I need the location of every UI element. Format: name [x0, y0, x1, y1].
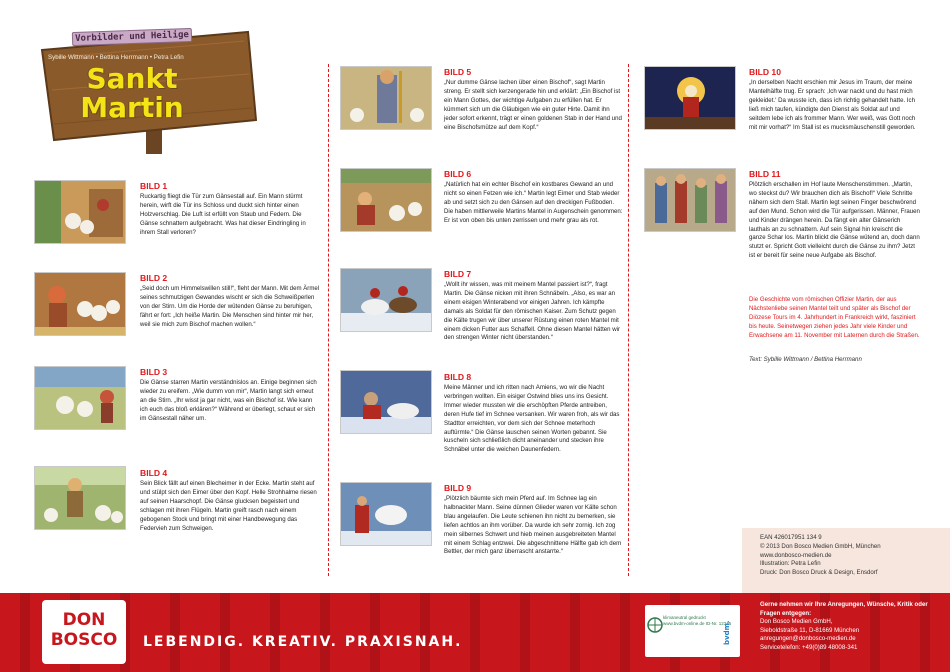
story-entry-9 [444, 483, 624, 557]
scene-image-8 [340, 370, 432, 434]
imprint-line: www.donbosco-medien.de [760, 551, 832, 559]
entry-text: „Seid doch um Himmelswillen still!“, fleht der Mann. Mit dem Ärmel seines schmutzigen Gewandes wischt er sich die Schweißperlen von der Stirn. Um die Horde der wütenden Gänse zu beruhigen, fährt er fort: „Ich heiße Martin. Die Menschen sind hinter mir her, weil sie mich zum Bischof machen wollen.“ [140, 285, 320, 328]
story-entry-11 [749, 169, 921, 261]
contact-line: Don Bosco Medien GmbH, [760, 618, 833, 626]
imprint-line: © 2013 Don Bosco Medien GmbH, München [760, 542, 881, 550]
scene-image-3 [34, 366, 126, 430]
scene-image-11 [644, 168, 736, 232]
series-tag: Vorbilder und Heilige [72, 28, 192, 46]
story-entry-4 [140, 468, 320, 533]
entry-text: „Nur dumme Gänse lachen über einen Bischof“, sagt Martin streng. Er stellt sich kerzengerade hin und erklärt: „Ein Bischof ist ein Mann Gottes, der wichtige Aufgaben zu erfüllen hat. Er kümmert sich um die Gläubigen wie ein guter Hirte. Damit ihn jeder sofort erkennt, trägt er einen goldenen Stab in der Hand und eine Bischofsmütze auf dem Kopf.“ [444, 79, 622, 131]
globe-icon [647, 617, 663, 633]
entry-text: „Plötzlich bäumte sich mein Pferd auf. Im Schnee lag ein halbnackter Mann. Seine dünnen Glieder waren vor Kälte schon blau angelaufen. Die Leute schienen ihn nicht zu bemerken, sie liefen achtlos an ihm vorüber. Da wurde ich sehr zornig. Ich zog mein silbernes Schwert und hieb meinen ausgebreiteten Mantel mit einem Schlag entzwei. Die abgeschnittene Hälfte gab ich dem Bettler, der mich ganz überrascht anstarrte.“ [444, 495, 622, 556]
entry-heading: BILD 3 [140, 367, 168, 377]
entry-text: Die Gänse starren Martin verständnislos an. Einige beginnen sich wieder zu ereifern. „Wie dumm von mir“, Martin langt sich erneut an die Stirn. „Ihr wisst ja gar nicht, was ein Bischof ist. Wie kann ich euch das bloß erklären?“ Während er überlegt, schaut er sich im Gänsestall näher um. [140, 379, 317, 422]
entry-heading: BILD 8 [444, 372, 472, 382]
slogan: LEBENDIG. KREATIV. PRAXISNAH. [143, 634, 463, 650]
imprint-box [742, 528, 950, 594]
title-line-2: Martin [80, 91, 184, 124]
scene-image-7 [340, 268, 432, 332]
authors: Sybille Wittmann • Bettina Herrmann • Petra Lefin [48, 54, 184, 61]
entry-heading: BILD 2 [140, 273, 168, 283]
scene-image-10 [644, 66, 736, 130]
entry-text: Sein Blick fällt auf einen Blecheimer in der Ecke. Martin steht auf und stülpt sich den Eimer über den Kopf. Helle Strohhalme riesen auf seinen Haarschopf. Die Gänse glucksen begeistert und schlagen mit ihren Flügeln. Martin greift rasch nach einem gebogenen Stock und bringt mit einer Handbewegung das Federvieh zum Schweigen. [140, 480, 317, 532]
closing-note: Die Geschichte vom römischen Offizier Martin, der aus Nächstenliebe seinen Mantel teilt und später als Bischof der Diözese Tours im 4. Jahrhundert in Frankreich wirkt, fasziniert bis heute. Seinetwegen ziehen jedes Jahr viele Kinder und Erwachsene am 11. November mit Laternen durch die Straßen. [749, 296, 920, 339]
text-credit: Text: Sybille Wittmann / Bettina Herrmann [749, 356, 862, 363]
don-bosco-logo [42, 600, 126, 664]
story-entry-5 [444, 67, 624, 132]
entry-text: „In derselben Nacht erschien mir Jesus im Traum, der meine Mantelhälfte trug. Er sprach: ‚Ich war nackt und du hast mich gekleidet.‘ Da wusste ich, dass ich richtig gehandelt hatte. Ich ließ mich taufen, kündigte den Dienst als Soldat auf und seitdem lebe ich als frommer Mann. Wer weiß, was Gott noch mit mir vorhat?“ Im Stall ist es mucksmäuschenstill geworden. [749, 79, 916, 131]
eco-certificate [645, 605, 740, 657]
entry-heading: BILD 11 [749, 169, 781, 179]
story-entry-10 [749, 67, 921, 132]
entry-text: „Wollt ihr wissen, was mit meinem Mantel passiert ist?“, fragt Martin. Die Gänse nicken mit ihren Schnäbeln. „Also, es war an einem eisigen Winterabend vor einigen Jahren. Ich kämpfte damals als Soldat für den römischen Kaiser. Zum Schutz gegen die Kälte trugen wir über unserer Rüstung einen roten Mantel mit einem dicken Futter aus Schaffell. Ohne diesen Mantel hätten wir den strengen Winter nicht überstanden.“ [444, 281, 621, 342]
contact-phone[interactable]: Servicetelefon: +49(0)89 48008-341 [760, 643, 858, 651]
entry-heading: BILD 4 [140, 468, 168, 478]
story-entry-1 [140, 181, 320, 238]
entry-heading: BILD 5 [444, 67, 472, 77]
bvdm-mark: bvdm. [723, 620, 731, 645]
eco-label [663, 615, 731, 627]
logo-line-1: DON [62, 610, 106, 630]
entry-text: Plötzlich erschallen im Hof laute Menschenstimmen. „Martin, wo steckst du? Wir brauchen dich als Bischof!“ Viele Schritte nähern sich dem Stall. Martin legt seinen Finger beschwörend auf den Mund. Schon wird die Tür aufgerissen. Männer, Frauen und Kinder drängen herein. Da fängt ein alter Gänserich lauthals an zu schnattern. Auf sein Signal hin kreischt die ganze Schar los. Martin blickt die Gänse wütend an, doch dann stutzt er. Spricht Gott vielleicht durch die Gänse zu ihm? Jetzt ist er bereit für seine neue Aufgabe als Bischof. [749, 181, 920, 260]
scene-image-2 [34, 272, 126, 336]
entry-heading: BILD 9 [444, 483, 472, 493]
story-entry-7 [444, 269, 624, 343]
imprint-line: Druck: Don Bosco Druck & Design, Ensdorf [760, 569, 878, 577]
entry-heading: BILD 10 [749, 67, 781, 77]
entry-text: „Natürlich hat ein echter Bischof ein kostbares Gewand an und nicht so einen Fetzen wie ich.“ Martin legt Eimer und Stab wieder ab und setzt sich zu den Gänsen auf den dreckigen Fußboden. Die haben mittlerweile Martins Mantel in Augenschein genommen: Er ist von oben bis unten zerrissen und mehr grau als rot. [444, 181, 623, 224]
imprint-line: Illustration: Petra Lefin [760, 560, 821, 568]
contact-info [760, 601, 940, 653]
story-entry-8 [444, 372, 624, 455]
entry-heading: BILD 1 [140, 181, 168, 191]
scene-image-5 [340, 66, 432, 130]
column-divider [628, 64, 629, 576]
scene-image-4 [34, 466, 126, 530]
logo-line-2: BOSCO [50, 630, 118, 650]
entry-text: Ruckartig fliegt die Tür zum Gänsestall auf. Ein Mann stürmt herein, wirft die Tür ins Schloss und duckt sich hinter einen Holzverschlag. Die Luft ist erfüllt von Staub und Federn. Die Gänse schnattern aufgebracht. Was hat dieser Eindringling in ihrem Stall verloren? [140, 193, 306, 236]
contact-email[interactable]: anregungen@donbosco-medien.de [760, 635, 856, 643]
imprint-line: EAN 426017951 134 9 [760, 534, 822, 541]
entry-text: Meine Männer und ich ritten nach Amiens, wo wir die Nacht verbringen wollten. Ein eisiger Ostwind blies uns ins Gesicht. Immer wieder mussten wir die erschöpften Pferde antreiben, deren Hufe tief im Schnee versanken. Wir waren froh, als wir das Stadttor erreichten, vor dem sich der Schnee meterhoch auftürmte.“ Die Gänse lauschen seinen Worten gebannt. Sie kuscheln sich schließlich dicht aneinander und stecken ihre Schnäbel unter die weichen Daunenfedern. [444, 384, 620, 454]
story-entry-6 [444, 169, 624, 226]
entry-heading: BILD 7 [444, 269, 472, 279]
scene-image-1 [34, 180, 126, 244]
story-entry-3 [140, 367, 320, 424]
contact-line[interactable]: Sieboldstraße 11, D-81669 München [760, 626, 860, 634]
page-title [52, 64, 212, 122]
eco-label-text: klimaneutral gedruckt [663, 615, 706, 620]
story-entry-2 [140, 273, 320, 330]
column-divider [328, 64, 329, 576]
scene-image-9 [340, 482, 432, 546]
contact-heading: Gerne nehmen wir Ihre Anregungen, Wünsche, Kritik oder Fragen entgegen: [760, 601, 928, 617]
entry-heading: BILD 6 [444, 169, 472, 179]
eco-id-text: www.bvdm-online.de ID-Nr. 12345 [663, 621, 732, 626]
scene-image-6 [340, 168, 432, 232]
title-line-1: Sankt [86, 62, 178, 95]
